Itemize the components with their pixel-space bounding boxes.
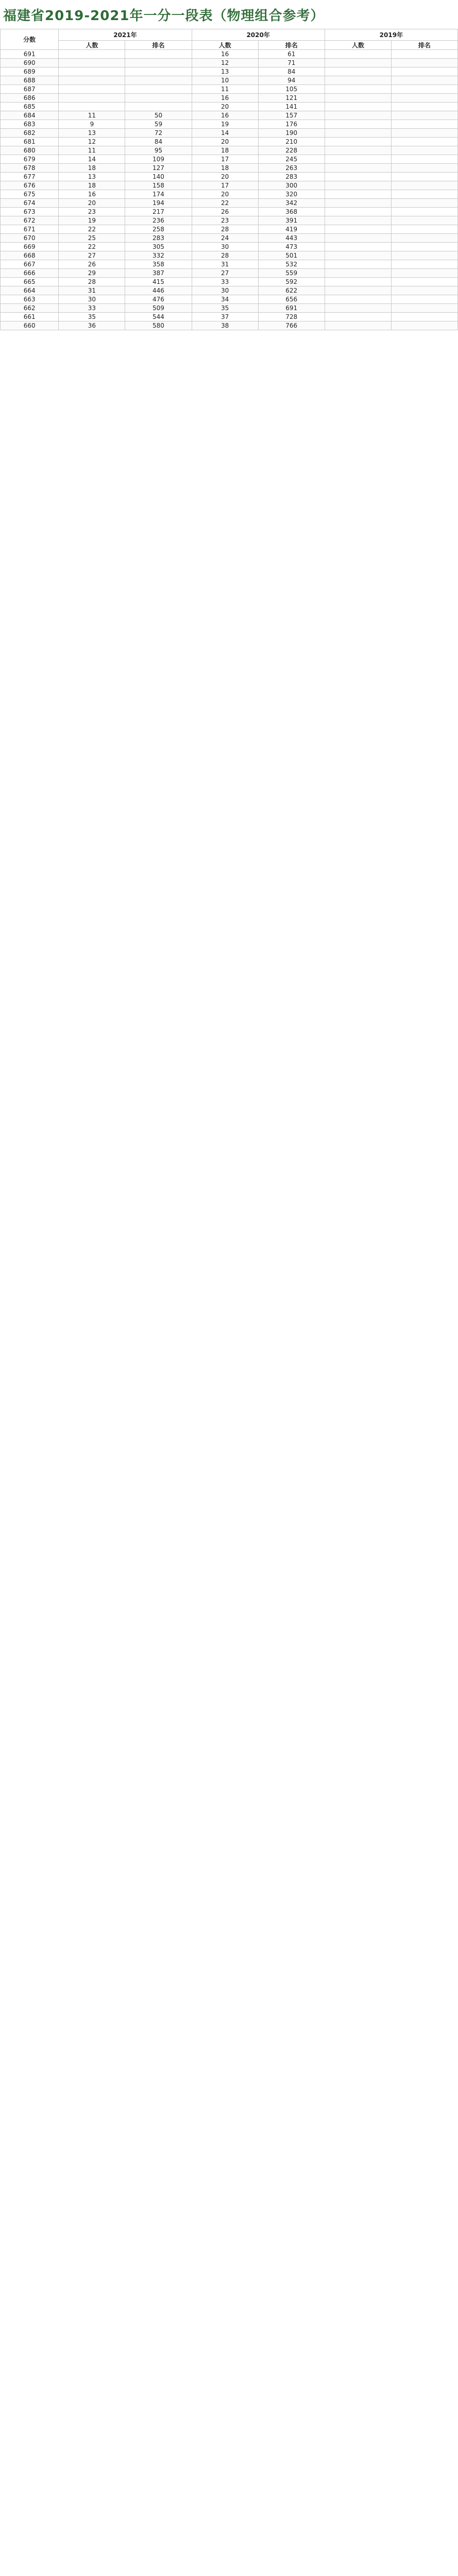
rank-2019-cell: [391, 111, 457, 120]
count-2021-cell: 27: [59, 251, 125, 260]
score-cell: 681: [1, 138, 59, 146]
rank-2019-cell: [391, 251, 457, 260]
rank-2019-cell: [391, 208, 457, 216]
rank-2021-cell: [125, 50, 192, 59]
rank-2021-cell: [125, 59, 192, 67]
count-2019-cell: [325, 164, 391, 173]
count-2019-cell: [325, 225, 391, 234]
rank-2020-cell: 473: [258, 243, 325, 251]
count-2020-cell: 16: [192, 111, 258, 120]
rank-2020-cell: 190: [258, 129, 325, 138]
rank-2021-cell: [125, 103, 192, 111]
count-2019-header: 人数: [325, 41, 391, 50]
score-cell: 664: [1, 286, 59, 295]
rank-2019-cell: [391, 243, 457, 251]
table-row: [1, 251, 458, 260]
table-row: [1, 129, 458, 138]
count-2019-cell: [325, 67, 391, 76]
score-cell: 667: [1, 260, 59, 269]
table-row: [1, 94, 458, 103]
rank-2021-cell: 109: [125, 155, 192, 164]
count-2021-cell: 13: [59, 129, 125, 138]
count-2020-cell: 30: [192, 286, 258, 295]
table-body: [1, 50, 458, 330]
score-cell: 662: [1, 304, 59, 313]
count-2020-cell: 13: [192, 67, 258, 76]
count-2021-cell: 25: [59, 234, 125, 243]
rank-2021-cell: 217: [125, 208, 192, 216]
table-row: [1, 321, 458, 330]
rank-2021-cell: 446: [125, 286, 192, 295]
rank-2021-cell: 84: [125, 138, 192, 146]
rank-2020-cell: 559: [258, 269, 325, 278]
rank-2021-cell: 332: [125, 251, 192, 260]
rank-2021-cell: 59: [125, 120, 192, 129]
table-row: [1, 225, 458, 234]
count-2021-cell: [59, 94, 125, 103]
count-2020-cell: 20: [192, 138, 258, 146]
rank-2020-cell: 656: [258, 295, 325, 304]
table-row: [1, 208, 458, 216]
count-2020-cell: 16: [192, 50, 258, 59]
rank-2020-cell: 766: [258, 321, 325, 330]
rank-2020-cell: 443: [258, 234, 325, 243]
count-2021-cell: 29: [59, 269, 125, 278]
rank-2019-cell: [391, 199, 457, 208]
rank-2020-cell: 157: [258, 111, 325, 120]
count-2021-cell: 20: [59, 199, 125, 208]
count-2021-cell: 36: [59, 321, 125, 330]
rank-2019-cell: [391, 260, 457, 269]
rank-2019-cell: [391, 76, 457, 85]
count-2021-cell: [59, 85, 125, 94]
rank-2021-cell: 174: [125, 190, 192, 199]
count-2021-cell: 13: [59, 173, 125, 181]
count-2020-cell: 10: [192, 76, 258, 85]
count-2020-cell: 18: [192, 164, 258, 173]
score-cell: 661: [1, 313, 59, 321]
rank-2019-cell: [391, 138, 457, 146]
count-2020-cell: 16: [192, 94, 258, 103]
count-2021-cell: 16: [59, 190, 125, 199]
rank-2019-cell: [391, 50, 457, 59]
rank-2019-cell: [391, 190, 457, 199]
score-cell: 677: [1, 173, 59, 181]
table-row: [1, 286, 458, 295]
table-row: [1, 313, 458, 321]
rank-2019-cell: [391, 155, 457, 164]
count-2021-cell: 28: [59, 278, 125, 286]
table-row: [1, 269, 458, 278]
table-row: [1, 181, 458, 190]
rank-2019-cell: [391, 225, 457, 234]
rank-2019-cell: [391, 129, 457, 138]
rank-2021-cell: 476: [125, 295, 192, 304]
score-cell: 688: [1, 76, 59, 85]
rank-2021-cell: 158: [125, 181, 192, 190]
score-cell: 690: [1, 59, 59, 67]
count-2019-cell: [325, 85, 391, 94]
rank-2019-cell: [391, 59, 457, 67]
table-row: [1, 111, 458, 120]
table-row: [1, 260, 458, 269]
score-cell: 680: [1, 146, 59, 155]
count-2021-cell: [59, 59, 125, 67]
count-2020-cell: 14: [192, 129, 258, 138]
count-2020-cell: 30: [192, 243, 258, 251]
rank-2019-header: 排名: [391, 41, 457, 50]
count-2019-cell: [325, 216, 391, 225]
count-2020-cell: 17: [192, 181, 258, 190]
rank-2020-cell: 691: [258, 304, 325, 313]
count-2019-cell: [325, 269, 391, 278]
count-2019-cell: [325, 199, 391, 208]
table-row: [1, 199, 458, 208]
rank-2020-cell: 532: [258, 260, 325, 269]
rank-2021-cell: [125, 76, 192, 85]
count-2019-cell: [325, 138, 391, 146]
score-cell: 686: [1, 94, 59, 103]
count-2020-header: 人数: [192, 41, 258, 50]
rank-2020-cell: 368: [258, 208, 325, 216]
rank-2020-cell: 228: [258, 146, 325, 155]
count-2019-cell: [325, 129, 391, 138]
count-2020-cell: 20: [192, 103, 258, 111]
count-2020-cell: 33: [192, 278, 258, 286]
score-cell: 672: [1, 216, 59, 225]
rank-2021-cell: 236: [125, 216, 192, 225]
table-row: [1, 173, 458, 181]
rank-2021-cell: 415: [125, 278, 192, 286]
score-cell: 687: [1, 85, 59, 94]
rank-2020-cell: 501: [258, 251, 325, 260]
count-2019-cell: [325, 146, 391, 155]
table-row: [1, 76, 458, 85]
rank-2021-cell: 580: [125, 321, 192, 330]
count-2021-cell: [59, 67, 125, 76]
rank-2021-cell: 544: [125, 313, 192, 321]
rank-2019-cell: [391, 173, 457, 181]
rank-2020-cell: 245: [258, 155, 325, 164]
count-2020-cell: 35: [192, 304, 258, 313]
rank-2020-cell: 176: [258, 120, 325, 129]
rank-2019-cell: [391, 234, 457, 243]
count-2019-cell: [325, 251, 391, 260]
count-2020-cell: 24: [192, 234, 258, 243]
count-2021-cell: 9: [59, 120, 125, 129]
count-2019-cell: [325, 260, 391, 269]
count-2019-cell: [325, 120, 391, 129]
count-2021-cell: 11: [59, 146, 125, 155]
count-2019-cell: [325, 321, 391, 330]
count-2020-cell: 18: [192, 146, 258, 155]
count-2020-cell: 28: [192, 225, 258, 234]
count-2020-cell: 26: [192, 208, 258, 216]
rank-2020-cell: 320: [258, 190, 325, 199]
table-row: [1, 138, 458, 146]
table-header: [1, 29, 458, 50]
count-2019-cell: [325, 295, 391, 304]
count-2019-cell: [325, 208, 391, 216]
count-2021-cell: 22: [59, 243, 125, 251]
count-2020-cell: 20: [192, 190, 258, 199]
rank-2020-cell: 71: [258, 59, 325, 67]
year-2021-header: 2021年: [59, 29, 192, 41]
count-2019-cell: [325, 286, 391, 295]
rank-2019-cell: [391, 269, 457, 278]
table-row: [1, 120, 458, 129]
rank-2020-cell: 84: [258, 67, 325, 76]
rank-2019-cell: [391, 85, 457, 94]
count-2020-cell: 31: [192, 260, 258, 269]
rank-2020-cell: 141: [258, 103, 325, 111]
rank-2020-cell: 94: [258, 76, 325, 85]
rank-2021-cell: 127: [125, 164, 192, 173]
rank-2020-cell: 728: [258, 313, 325, 321]
count-2021-cell: 12: [59, 138, 125, 146]
count-2021-cell: 11: [59, 111, 125, 120]
count-2020-cell: 11: [192, 85, 258, 94]
score-column-header: 分数: [1, 29, 59, 50]
rank-2020-cell: 391: [258, 216, 325, 225]
score-cell: 668: [1, 251, 59, 260]
count-2021-cell: 35: [59, 313, 125, 321]
rank-2019-cell: [391, 313, 457, 321]
count-2021-cell: 23: [59, 208, 125, 216]
rank-2020-cell: 592: [258, 278, 325, 286]
rank-2019-cell: [391, 67, 457, 76]
rank-2020-cell: 419: [258, 225, 325, 234]
score-cell: 673: [1, 208, 59, 216]
score-cell: 663: [1, 295, 59, 304]
table-row: [1, 295, 458, 304]
table-row: [1, 164, 458, 173]
count-2019-cell: [325, 111, 391, 120]
rank-2019-cell: [391, 216, 457, 225]
count-2021-cell: 31: [59, 286, 125, 295]
rank-2019-cell: [391, 103, 457, 111]
table-row: [1, 234, 458, 243]
table-row: [1, 155, 458, 164]
rank-2021-cell: 283: [125, 234, 192, 243]
score-cell: 684: [1, 111, 59, 120]
table-row: [1, 50, 458, 59]
rank-2020-header: 排名: [258, 41, 325, 50]
score-cell: 679: [1, 155, 59, 164]
table-row: [1, 59, 458, 67]
table-row: [1, 190, 458, 199]
rank-2021-cell: 72: [125, 129, 192, 138]
count-2020-cell: 19: [192, 120, 258, 129]
count-2019-cell: [325, 50, 391, 59]
table-row: [1, 304, 458, 313]
score-cell: 665: [1, 278, 59, 286]
rank-2020-cell: 300: [258, 181, 325, 190]
count-2019-cell: [325, 173, 391, 181]
rank-2020-cell: 283: [258, 173, 325, 181]
table-row: [1, 85, 458, 94]
table-row: [1, 67, 458, 76]
rank-2021-cell: 140: [125, 173, 192, 181]
year-2019-header: 2019年: [325, 29, 457, 41]
rank-2020-cell: 210: [258, 138, 325, 146]
count-2021-cell: 19: [59, 216, 125, 225]
rank-2021-cell: [125, 85, 192, 94]
score-cell: 674: [1, 199, 59, 208]
rank-2021-cell: 95: [125, 146, 192, 155]
count-2021-cell: [59, 103, 125, 111]
count-2020-cell: 27: [192, 269, 258, 278]
score-cell: 683: [1, 120, 59, 129]
count-2020-cell: 17: [192, 155, 258, 164]
rank-2021-cell: [125, 67, 192, 76]
score-distribution-table: [0, 29, 458, 330]
score-cell: 666: [1, 269, 59, 278]
rank-2020-cell: 342: [258, 199, 325, 208]
rank-2021-cell: 50: [125, 111, 192, 120]
rank-2019-cell: [391, 94, 457, 103]
rank-2019-cell: [391, 295, 457, 304]
rank-2021-cell: 305: [125, 243, 192, 251]
count-2020-cell: 20: [192, 173, 258, 181]
score-cell: 676: [1, 181, 59, 190]
count-2019-cell: [325, 103, 391, 111]
rank-2019-cell: [391, 304, 457, 313]
count-2020-cell: 23: [192, 216, 258, 225]
table-row: [1, 103, 458, 111]
count-2019-cell: [325, 94, 391, 103]
count-2020-cell: 34: [192, 295, 258, 304]
sub-header-row: [1, 41, 458, 50]
count-2020-cell: 22: [192, 199, 258, 208]
count-2019-cell: [325, 59, 391, 67]
count-2021-cell: 33: [59, 304, 125, 313]
rank-2020-cell: 121: [258, 94, 325, 103]
count-2021-header: 人数: [59, 41, 125, 50]
count-2019-cell: [325, 243, 391, 251]
count-2019-cell: [325, 181, 391, 190]
score-cell: 669: [1, 243, 59, 251]
rank-2020-cell: 263: [258, 164, 325, 173]
rank-2021-cell: 358: [125, 260, 192, 269]
rank-2020-cell: 105: [258, 85, 325, 94]
rank-2019-cell: [391, 321, 457, 330]
rank-2021-cell: 258: [125, 225, 192, 234]
score-cell: 689: [1, 67, 59, 76]
rank-2021-cell: 387: [125, 269, 192, 278]
title-band: [0, 0, 458, 29]
count-2020-cell: 28: [192, 251, 258, 260]
rank-2019-cell: [391, 146, 457, 155]
count-2021-cell: 22: [59, 225, 125, 234]
score-cell: 660: [1, 321, 59, 330]
count-2020-cell: 38: [192, 321, 258, 330]
table-row: [1, 216, 458, 225]
score-cell: 682: [1, 129, 59, 138]
score-cell: 671: [1, 225, 59, 234]
table-row: [1, 243, 458, 251]
score-cell: 678: [1, 164, 59, 173]
count-2021-cell: 18: [59, 164, 125, 173]
count-2019-cell: [325, 76, 391, 85]
rank-2019-cell: [391, 286, 457, 295]
rank-2021-cell: 194: [125, 199, 192, 208]
count-2019-cell: [325, 234, 391, 243]
count-2021-cell: 30: [59, 295, 125, 304]
count-2020-cell: 37: [192, 313, 258, 321]
rank-2020-cell: 61: [258, 50, 325, 59]
rank-2021-cell: 509: [125, 304, 192, 313]
count-2020-cell: 12: [192, 59, 258, 67]
rank-2019-cell: [391, 164, 457, 173]
count-2019-cell: [325, 304, 391, 313]
count-2019-cell: [325, 155, 391, 164]
count-2021-cell: [59, 76, 125, 85]
table-row: [1, 146, 458, 155]
rank-2019-cell: [391, 120, 457, 129]
rank-2019-cell: [391, 181, 457, 190]
count-2021-cell: 26: [59, 260, 125, 269]
count-2021-cell: 14: [59, 155, 125, 164]
count-2019-cell: [325, 190, 391, 199]
rank-2019-cell: [391, 278, 457, 286]
count-2021-cell: 18: [59, 181, 125, 190]
year-header-row: [1, 29, 458, 41]
count-2019-cell: [325, 313, 391, 321]
page-title: 福建省2019-2021年一分一段表（物理组合参考）: [3, 8, 325, 24]
rank-2020-cell: 622: [258, 286, 325, 295]
score-cell: 685: [1, 103, 59, 111]
score-cell: 675: [1, 190, 59, 199]
table-row: [1, 278, 458, 286]
count-2019-cell: [325, 278, 391, 286]
rank-2021-header: 排名: [125, 41, 192, 50]
score-cell: 670: [1, 234, 59, 243]
score-cell: 691: [1, 50, 59, 59]
rank-2021-cell: [125, 94, 192, 103]
year-2020-header: 2020年: [192, 29, 325, 41]
count-2021-cell: [59, 50, 125, 59]
